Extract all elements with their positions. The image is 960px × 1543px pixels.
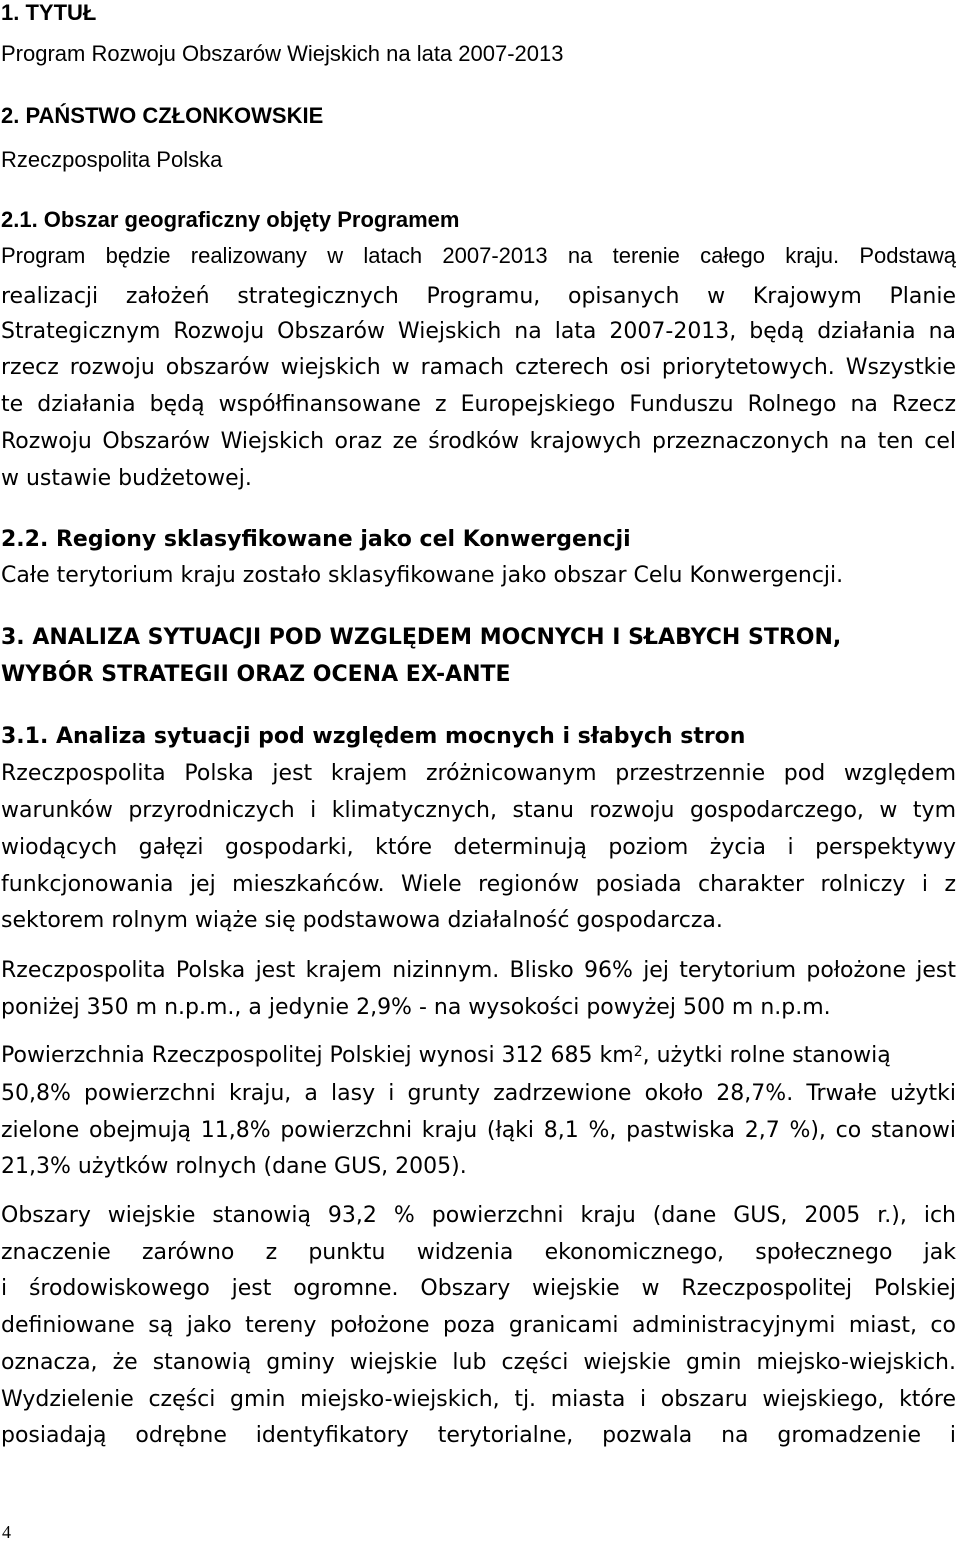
page-number: 4 [2, 1522, 11, 1542]
paragraph-line: sektorem rolnym wiąże się podstawowa działalność gospodarcza. [1, 908, 723, 933]
paragraph-line: wiodących gałęzi gospodarki, które determinują poziom życia i perspektywy [1, 835, 956, 860]
section-heading-swot: 3.1. Analiza sytuacji pod względem mocnych i słabych stron [1, 724, 746, 749]
paragraph-line: te działania będą współfinansowane z Europejskiego Funduszu Rolnego na Rzecz [1, 392, 956, 417]
program-title: Program Rozwoju Obszarów Wiejskich na lata 2007-2013 [1, 41, 564, 66]
section-heading-convergence: 2.2. Regiony sklasyfikowane jako cel Konwergencji [1, 527, 631, 552]
area-text: Powierzchnia Rzeczpospolitej Polskiej wynosi 312 685 km [1, 1043, 634, 1068]
section-heading-analysis-cont: WYBÓR STRATEGII ORAZ OCENA EX-ANTE [1, 662, 511, 687]
paragraph-line: zielone obejmują 11,8% powierzchni kraju (łąki 8,1 %, pastwiska 2,7 %), co stanowi [1, 1118, 956, 1143]
paragraph-line-with-superscript [1, 1041, 956, 1071]
section-heading-member-state: 2. PAŃSTWO CZŁONKOWSKIE [1, 103, 324, 128]
paragraph-line: 21,3% użytków rolnych (dane GUS, 2005). [1, 1154, 467, 1179]
paragraph-line: Całe terytorium kraju zostało sklasyfikowane jako obszar Celu Konwergencji. [1, 563, 844, 588]
superscript: 2 [633, 1044, 643, 1060]
paragraph-line: w ustawie budżetowej. [1, 466, 252, 491]
paragraph-line: Obszary wiejskie stanowią 93,2 % powierzchni kraju (dane GUS, 2005 r.), ich [1, 1203, 956, 1228]
section-heading-analysis: 3. ANALIZA SYTUACJI POD WZGLĘDEM MOCNYCH I SŁABYCH STRON, [1, 625, 842, 650]
paragraph-line: rzecz rozwoju obszarów wiejskich w ramach czterech osi priorytetowych. Wszystkie [1, 355, 956, 380]
paragraph-line: definiowane są jako tereny położone poza granicami administracyjnymi miast, co [1, 1313, 956, 1338]
paragraph-line: Program będzie realizowany w latach 2007-2013 na terenie całego kraju. Podstawą [1, 243, 956, 268]
paragraph-line: i środowiskowego jest ogromne. Obszary wiejskie w Rzeczpospolitej Polskiej [1, 1276, 956, 1301]
paragraph-line: funkcjonowania jej mieszkańców. Wiele regionów posiada charakter rolniczy i z [1, 872, 956, 897]
paragraph-line: Strategicznym Rozwoju Obszarów Wiejskich na lata 2007-2013, będą działania na [1, 319, 956, 344]
paragraph-line: Wydzielenie części gmin miejsko-wiejskich, tj. miasta i obszaru wiejskiego, które [1, 1387, 956, 1412]
paragraph-line: Rzeczpospolita Polska jest krajem nizinnym. Blisko 96% jej terytorium położone jest [1, 958, 956, 983]
paragraph-line: Rozwoju Obszarów Wiejskich oraz ze środków krajowych przeznaczonych na ten cel [1, 429, 956, 454]
paragraph-line: realizacji założeń strategicznych Programu, opisanych w Krajowym Planie [1, 284, 956, 309]
paragraph-line: warunków przyrodniczych i klimatycznych, stanu rozwoju gospodarczego, w tym [1, 798, 956, 823]
paragraph-line: oznacza, że stanowią gminy wiejskie lub części wiejskie gmin miejsko-wiejskich. [1, 1350, 956, 1375]
paragraph-line: 50,8% powierzchni kraju, a lasy i grunty zadrzewione około 28,7%. Trwałe użytki [1, 1081, 956, 1106]
member-state-name: Rzeczpospolita Polska [1, 147, 223, 172]
section-heading-geographic-area: 2.1. Obszar geograficzny objęty Programem [1, 207, 460, 232]
paragraph-line: Rzeczpospolita Polska jest krajem zróżnicowanym przestrzennie pod względem [1, 761, 956, 786]
section-heading-title: 1. TYTUŁ [1, 0, 97, 25]
paragraph-line: poniżej 350 m n.p.m., a jedynie 2,9% - na wysokości powyżej 500 m n.p.m. [1, 995, 831, 1020]
area-text-cont: , użytki rolne stanowią [642, 1043, 891, 1068]
paragraph-line: znaczenie zarówno z punktu widzenia ekonomicznego, społecznego jak [1, 1240, 956, 1265]
paragraph-line: posiadają odrębne identyfikatory terytorialne, pozwala na gromadzenie i [1, 1423, 956, 1448]
